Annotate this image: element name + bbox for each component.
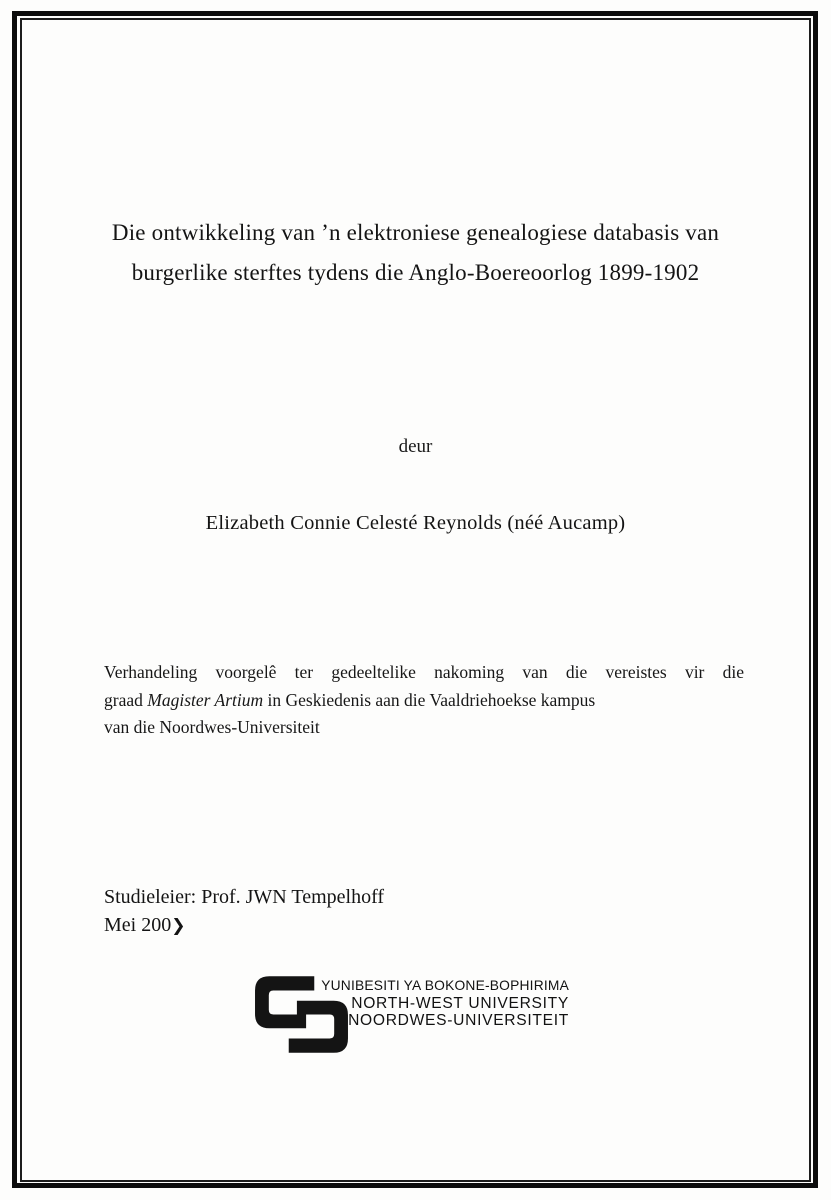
statement-line-3: van die Noordwes-Universiteit — [104, 717, 320, 737]
statement-line-2-suffix: in Geskiedenis aan die Vaaldriehoekse kampus — [263, 689, 596, 710]
title-line-1: Die ontwikkeling van ’n elektroniese genealogiese databasis van — [111, 220, 720, 245]
date-line — [104, 911, 384, 940]
byline: deur — [398, 436, 433, 457]
statement-line-2-prefix: graad — [104, 689, 148, 710]
supervisor-block — [104, 883, 384, 940]
north-west-university-logo — [254, 972, 574, 1060]
author-name: Elizabeth Connie Celesté Reynolds (néé Aucamp) — [205, 512, 626, 534]
date-prefix: Mei 200 — [104, 914, 172, 936]
title-line-2: burgerlike sterftes tydens die Anglo-Boereoorlog 1899-1902 — [131, 260, 700, 285]
page-title — [60, 213, 771, 293]
supervisor-line: Studieleier: Prof. JWN Tempelhoff — [104, 886, 385, 908]
statement-line-2 — [104, 687, 744, 715]
degree-statement — [104, 659, 744, 742]
university-name-afrikaans: NOORDWES-UNIVERSITEIT — [348, 1012, 569, 1029]
degree-name-italic: Magister Artium — [147, 689, 264, 710]
university-name-setswana: YUNIBESITI YA BOKONE-BOPHIRIMA — [321, 978, 569, 993]
university-wordmark — [316, 977, 569, 1030]
scanned-seven-glyph: ❯ — [171, 916, 185, 936]
university-name-english: NORTH-WEST UNIVERSITY — [351, 994, 569, 1012]
statement-line-1: Verhandeling voorgelê ter gedeeltelike nakoming van die vereistes vir die — [104, 662, 744, 682]
